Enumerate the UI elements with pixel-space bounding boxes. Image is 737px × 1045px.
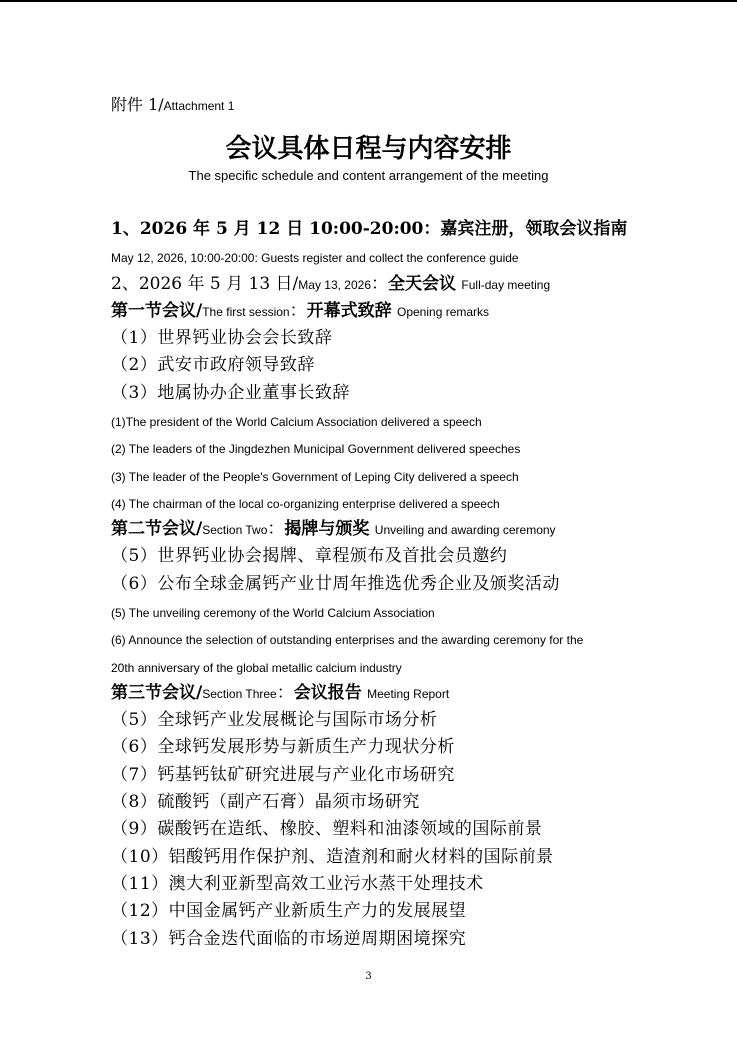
session2-item-cn-6: （6）公布全球金属钙产业廿周年推选优秀企业及颁奖活动	[111, 574, 560, 594]
session3-item-9: （9）碳酸钙在造纸、橡胶、塑料和油漆领域的国际前景	[111, 819, 543, 839]
top-border-line	[0, 0, 737, 2]
session1-item-en-1: (1)The president of the World Calcium Association delivered a speech	[111, 415, 482, 429]
session1-item-en-3: (3) The leader of the People's Government of Leping City delivered a speech	[111, 470, 519, 484]
session3-item-7: （7）钙基钙钛矿研究进展与产业化市场研究	[111, 765, 455, 785]
session3-item-8: （8）硫酸钙（副产石膏）晶须市场研究	[111, 792, 420, 812]
day2-separator: ：	[371, 274, 388, 294]
session2-item-cn-5: （5）世界钙业协会揭牌、章程颁布及首批会员邀约	[111, 546, 508, 566]
session1-head-en: The first session	[202, 305, 290, 319]
day2-heading	[111, 276, 550, 293]
session3-separator: ：	[276, 683, 294, 703]
session3-head-en: Section Three	[202, 687, 277, 701]
session3-item-12: （12）中国金属钙产业新质生产力的发展展望	[111, 901, 467, 921]
session1-heading	[111, 303, 489, 320]
day1-heading: 1、2026 年 5 月 12 日 10:00-20:00：嘉宾注册，领取会议指南	[111, 219, 628, 239]
session3-item-5: （5）全球钙产业发展概论与国际市场分析	[111, 710, 438, 730]
session1-topic-cn: 开幕式致辞	[306, 301, 392, 321]
session1-head-cn: 第一节会议/	[111, 301, 203, 321]
page-subtitle: The specific schedule and content arrangement of the meeting	[188, 168, 549, 183]
session3-head-cn: 第三节会议/	[111, 683, 203, 703]
session2-topic-en: Unveiling and awarding ceremony	[374, 523, 556, 537]
session2-topic-cn: 揭牌与颁奖	[284, 519, 370, 539]
session2-item-en-5: (5) The unveiling ceremony of the World Calcium Association	[111, 606, 435, 620]
session1-item-cn-1: （1）世界钙业协会会长致辞	[111, 328, 333, 348]
session2-separator: ：	[267, 519, 285, 539]
session1-item-cn-3: （3）地属协办企业董事长致辞	[111, 383, 350, 403]
day2-date-cn: 2、2026 年 5 月 13 日/	[111, 274, 299, 294]
day1-english: May 12, 2026, 10:00-20:00: Guests register and collect the conference guide	[111, 251, 519, 265]
attachment-cn: 附件 1/	[111, 95, 164, 114]
session2-item-en-6-cont: 20th anniversary of the global metallic calcium industry	[111, 661, 402, 675]
session3-topic-cn: 会议报告	[293, 683, 362, 703]
day2-fullday-en: Full-day meeting	[461, 278, 551, 292]
day2-fullday-cn: 全天会议	[388, 274, 456, 294]
session3-item-10: （10）铝酸钙用作保护剂、造渣剂和耐火材料的国际前景	[111, 847, 554, 867]
session3-heading	[111, 685, 449, 702]
session2-heading	[111, 521, 556, 538]
session3-item-11: （11）澳大利亚新型高效工业污水蒸干处理技术	[111, 874, 484, 894]
page-number: 3	[365, 971, 372, 982]
session1-item-en-4: (4) The chairman of the local co-organizing enterprise delivered a speech	[111, 497, 500, 511]
session1-item-en-2: (2) The leaders of the Jingdezhen Municipal Government delivered speeches	[111, 442, 521, 456]
session3-item-13: （13）钙合金迭代面临的市场逆周期困境探究	[111, 929, 467, 949]
session1-topic-en: Opening remarks	[397, 305, 490, 319]
page-title: 会议具体日程与内容安排	[225, 134, 512, 164]
attachment-label	[111, 97, 234, 113]
day2-date-en: May 13, 2026	[298, 278, 371, 292]
session3-item-6: （6）全球钙发展形势与新质生产力现状分析	[111, 737, 455, 757]
attachment-en: Attachment 1	[163, 99, 235, 113]
session2-head-en: Section Two	[202, 523, 268, 537]
session1-item-cn-2: （2）武安市政府领导致辞	[111, 355, 315, 375]
session3-topic-en: Meeting Report	[367, 687, 450, 701]
session2-item-en-6: (6) Announce the selection of outstanding enterprises and the awarding ceremony for the	[111, 633, 584, 647]
session1-separator: ：	[289, 301, 307, 321]
session2-head-cn: 第二节会议/	[111, 519, 203, 539]
